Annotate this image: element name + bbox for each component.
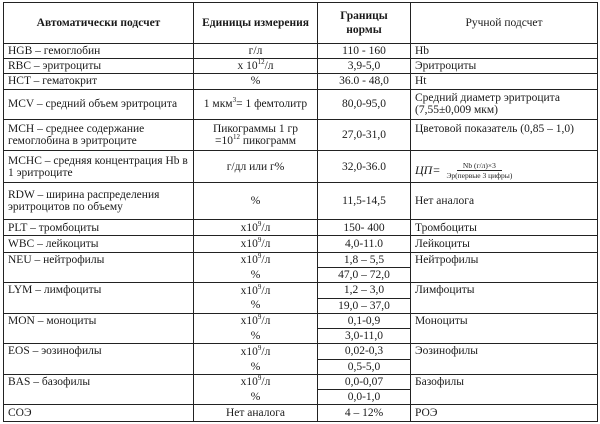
unit-cell: $х10^9/л$: [194, 374, 318, 389]
norm-cell: 27,0-31,0: [318, 120, 411, 151]
unit-cell: $х10^9/л$: [194, 252, 318, 267]
norm-cell: 0,02-0,3: [318, 344, 411, 359]
unit-cell: $х10^9/л$: [194, 313, 318, 328]
manual-cell: Тромбоциты: [411, 220, 598, 236]
header-manual: Ручной подсчет: [411, 3, 598, 44]
param-name: – моноциты: [34, 314, 97, 327]
param-abbr: MCV: [8, 98, 34, 111]
norm-cell: 3,9-5,0: [318, 59, 411, 74]
header-auto: Автоматически подсчет: [4, 3, 194, 44]
table-row: [4, 183, 598, 220]
norm-cell: 11,5-14,5: [318, 183, 411, 220]
param-cell: [4, 183, 194, 220]
param-name: – эритроциты: [31, 60, 102, 73]
norm-cell: 0,5-5,0: [318, 359, 411, 374]
param-name: – нейтрофилы: [31, 253, 105, 266]
unit-cell: х $10^{12}/л$: [194, 59, 318, 74]
param-name: – среднее содержание гемоглобина в эритроците: [8, 122, 145, 147]
param-cell: [4, 283, 194, 314]
manual-cell: Эозинофилы: [411, 344, 598, 375]
param-cell: [4, 344, 194, 375]
manual-cell: Базофилы: [411, 374, 598, 405]
unit-cell: Нет аналога: [194, 405, 318, 422]
norm-cell: 110 - 160: [318, 43, 411, 58]
param-name: – тромбоциты: [27, 221, 100, 234]
unit-cell: 1 мкм$^3$= 1 фемтолитр: [194, 89, 318, 120]
color-index-formula: [415, 161, 593, 180]
table-row: [4, 374, 598, 389]
param-name: – эозинофилы: [29, 345, 102, 358]
param-cell: [4, 150, 194, 183]
param-cell: [4, 405, 194, 422]
unit-cell: %: [194, 183, 318, 220]
param-cell: [4, 59, 194, 74]
norm-cell: 1,2 – 3,0: [318, 283, 411, 298]
table-row: [4, 344, 598, 359]
norm-cell: 80,0-95,0: [318, 89, 411, 120]
table-row: [4, 89, 598, 120]
unit-cell: Пикограммы 1 гр $=10^{12}$ пикограмм: [194, 120, 318, 151]
manual-cell: Нет аналога: [411, 183, 598, 220]
unit-cell: г/л: [194, 43, 318, 58]
norm-cell: 3,0-11,0: [318, 329, 411, 344]
table-row: [4, 74, 598, 89]
unit-cell: $х10^9/л$: [194, 344, 318, 359]
table-row: [4, 283, 598, 298]
param-abbr: LYM: [8, 284, 33, 297]
norm-cell: 36.0 - 48,0: [318, 74, 411, 89]
manual-cell: Цветовой показатель (0,85 – 1,0): [411, 120, 598, 151]
table-row: [4, 405, 598, 422]
unit-cell: $х10^9/л$: [194, 283, 318, 298]
param-abbr: WBC: [8, 238, 35, 250]
manual-cell: Моноциты: [411, 313, 598, 344]
unit-cell: $х10^9/л$: [194, 236, 318, 252]
manual-cell: Лейкоциты: [411, 236, 598, 252]
norm-cell: 0,0-1,0: [318, 390, 411, 405]
param-name: – средняя концентрация Hb в 1 эритроците: [8, 154, 188, 179]
param-cell: [4, 43, 194, 58]
param-name: – гемоглобин: [32, 44, 101, 57]
table-row: [4, 252, 598, 267]
param-abbr: HGB: [8, 44, 33, 57]
norm-cell: 1,8 – 5,5: [318, 252, 411, 267]
unit-cell: %: [194, 329, 318, 344]
param-cell: [4, 252, 194, 283]
param-abbr: MCHC: [8, 154, 42, 167]
table-row: [4, 236, 598, 252]
param-abbr: MON: [8, 314, 35, 327]
formula-label: ЦП=: [415, 163, 441, 178]
norm-cell: 47,0 – 72,0: [318, 267, 411, 282]
unit-cell: %: [194, 74, 318, 89]
table-row: [4, 220, 598, 236]
unit-cell: %: [194, 359, 318, 374]
norm-cell: 19,0 – 37,0: [318, 298, 411, 313]
param-cell: [4, 220, 194, 236]
norm-cell: 150- 400: [318, 220, 411, 236]
param-abbr: NEU: [8, 253, 32, 266]
param-abbr: HCT: [8, 75, 31, 88]
table-row: [4, 120, 598, 151]
unit-cell: %: [194, 298, 318, 313]
norm-cell: 0,0-0,07: [318, 374, 411, 389]
table-row: [4, 59, 598, 74]
manual-cell: Эритроциты: [411, 59, 598, 74]
param-name: – лимфоциты: [32, 284, 102, 297]
param-cell: [4, 374, 194, 405]
param-name: – средний объем эритроцита: [34, 98, 178, 111]
param-abbr: MCH: [8, 122, 35, 135]
norm-cell: 0,1-0,9: [318, 313, 411, 328]
param-name: – базофилы: [30, 375, 91, 388]
header-units: Единицы измерения: [194, 3, 318, 44]
table-row: [4, 313, 598, 328]
param-abbr: PLT: [8, 221, 28, 234]
unit-cell: %: [194, 390, 318, 405]
param-abbr: BAS: [8, 375, 31, 388]
param-name: – лейкоциты: [34, 238, 99, 250]
param-cell: [4, 74, 194, 89]
blood-test-table: [3, 2, 598, 422]
norm-cell: 4 – 12%: [318, 405, 411, 422]
param-abbr: EOS: [8, 345, 30, 358]
formula-fraction: [444, 161, 514, 180]
formula-denominator: Эр(первые 3 цифры): [446, 170, 513, 180]
manual-cell: Лимфоциты: [411, 283, 598, 314]
table-row: [4, 43, 598, 58]
manual-cell: Hb: [411, 43, 598, 58]
param-abbr: RDW: [8, 189, 35, 202]
unit-cell: $х10^9/л$: [194, 220, 318, 236]
manual-cell: Нейтрофилы: [411, 252, 598, 283]
norm-cell: 4,0-11.0: [318, 236, 411, 252]
manual-cell: Ht: [411, 74, 598, 89]
manual-cell: [411, 150, 598, 183]
unit-cell: г/дл или г%: [194, 150, 318, 183]
header-norms: Границы нормы: [318, 3, 411, 44]
param-cell: [4, 313, 194, 344]
param-cell: [4, 236, 194, 252]
param-cell: [4, 120, 194, 151]
norm-cell: 32,0-36.0: [318, 150, 411, 183]
param-name: – ширина распределения эритроцитов по объему: [8, 189, 160, 214]
manual-cell: РОЭ: [411, 405, 598, 422]
header-row: [4, 3, 598, 44]
formula-numerator: Nb (г/л)×3: [457, 161, 502, 171]
unit-cell: %: [194, 267, 318, 282]
param-cell: [4, 89, 194, 120]
param-abbr: СОЭ: [8, 407, 32, 420]
param-abbr: RBC: [8, 60, 32, 73]
manual-cell: Средний диаметр эритроцита (7,55±0,009 мкм): [411, 89, 598, 120]
param-name: – гематокрит: [30, 75, 98, 88]
table-row: [4, 150, 598, 183]
